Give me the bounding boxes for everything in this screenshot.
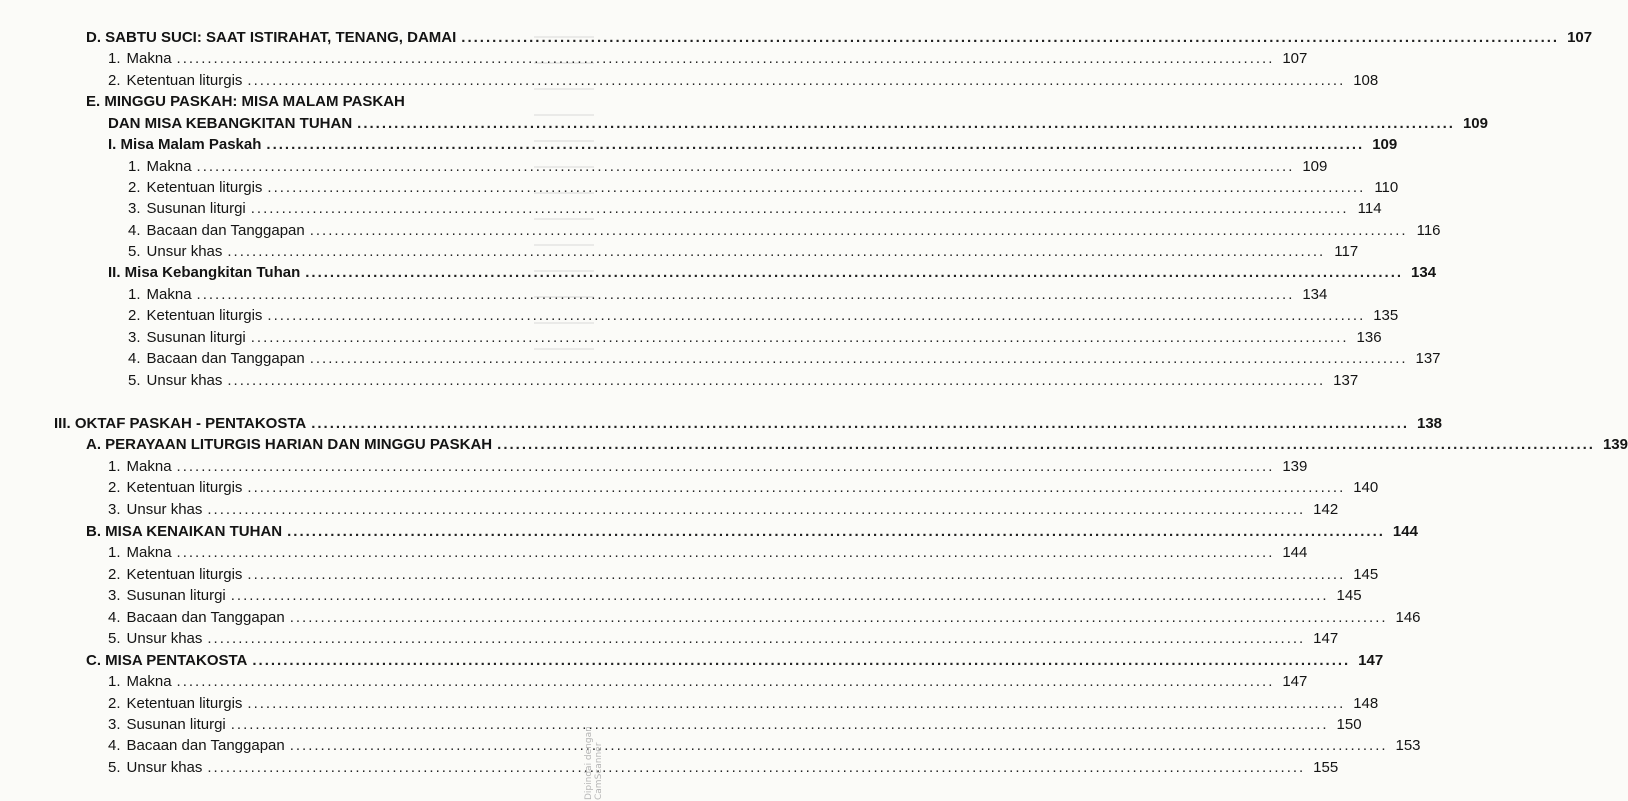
toc-entry (86, 93, 545, 115)
toc-page-number: 144 (1392, 523, 1418, 540)
toc-entry-label: Makna (126, 50, 172, 67)
toc-entry-label: Makna (146, 158, 192, 175)
toc-entry-label: Makna (126, 673, 172, 690)
toc-entry (108, 716, 1362, 738)
toc-leader-dots (227, 243, 1325, 260)
toc-leader-dots (247, 479, 1345, 496)
toc-leader-dots (231, 587, 1329, 604)
toc-entry (108, 566, 1379, 588)
toc-entry-number: 5. (108, 759, 121, 776)
toc-leader-dots (207, 501, 1305, 518)
toc-page-number: 116 (1416, 222, 1441, 239)
toc-page-number: 146 (1395, 609, 1421, 626)
toc-leader-dots (461, 29, 1559, 46)
toc-entry (128, 222, 1441, 244)
toc-entry-label: Makna (126, 458, 172, 475)
toc-entry-label: Ketentuan liturgis (126, 479, 243, 496)
toc-entry-label: Bacaan dan Tanggapan (146, 222, 305, 239)
toc-page-number: 114 (1357, 200, 1382, 217)
toc-entry (128, 350, 1441, 372)
toc-entry-label: Susunan liturgi (126, 587, 226, 604)
toc-entry (108, 264, 1437, 286)
toc-entry-number: 4. (108, 737, 121, 754)
toc-entry-number: 4. (128, 222, 141, 239)
toc-page-number: 155 (1313, 759, 1339, 776)
toc-entry-label: DAN MISA KEBANGKITAN TUHAN (108, 115, 353, 132)
toc-entry-number: 3. (108, 587, 121, 604)
toc-leader-dots (252, 652, 1350, 669)
toc-entry-number: 2. (108, 566, 121, 583)
toc-entry-number: 3. (128, 200, 141, 217)
toc-leader-dots (310, 222, 1408, 239)
toc-entry (128, 158, 1328, 180)
toc-entry-label: III. OKTAF PASKAH - PENTAKOSTA (54, 415, 307, 432)
toc-entry (108, 479, 1379, 501)
toc-leader-dots (207, 759, 1305, 776)
toc-entry (108, 587, 1362, 609)
toc-leader-dots (197, 158, 1295, 175)
toc-leader-dots (290, 609, 1388, 626)
toc-leader-dots (177, 544, 1275, 561)
toc-entry (108, 737, 1421, 759)
toc-entry-label: Unsur khas (126, 630, 203, 647)
toc-entry (108, 695, 1379, 717)
toc-entry (108, 630, 1339, 652)
toc-page-number: 136 (1356, 329, 1382, 346)
toc-entry (86, 652, 1384, 674)
toc-entry (128, 200, 1382, 222)
toc-entry-label: E. MINGGU PASKAH: MISA MALAM PASKAH (86, 93, 405, 110)
toc-entry (108, 136, 1398, 158)
toc-entry-label: Susunan liturgi (126, 716, 226, 733)
toc-page-number: 117 (1334, 243, 1359, 260)
toc-entry (128, 329, 1382, 351)
toc-entry (54, 415, 1443, 437)
toc-entry-number: 4. (128, 350, 141, 367)
toc-leader-dots (247, 566, 1345, 583)
toc-entry-number: 3. (108, 716, 121, 733)
toc-page-number: 138 (1417, 415, 1443, 432)
toc-entry (128, 307, 1399, 329)
toc-entry-label: Makna (146, 286, 192, 303)
toc-entry (128, 372, 1359, 394)
toc-leader-dots (247, 695, 1345, 712)
toc-page-number: 137 (1415, 350, 1441, 367)
toc-entry-label: Ketentuan liturgis (126, 566, 243, 583)
toc-leader-dots (177, 458, 1275, 475)
toc-leader-dots (311, 415, 1409, 432)
toc-entry-label: Makna (126, 544, 172, 561)
toc-entry-number: 1. (128, 158, 141, 175)
toc-leader-dots (267, 307, 1365, 324)
toc-entry (86, 523, 1418, 545)
toc-page-number: 150 (1336, 716, 1362, 733)
toc-entry-label: Susunan liturgi (146, 329, 246, 346)
toc-entry-label: Ketentuan liturgis (126, 72, 243, 89)
toc-entry (128, 286, 1328, 308)
toc-entry-number: 4. (108, 609, 121, 626)
toc-entry-label: C. MISA PENTAKOSTA (86, 652, 248, 669)
toc-page-number: 135 (1373, 307, 1399, 324)
toc-entry (108, 72, 1379, 94)
toc-entry-label: B. MISA KENAIKAN TUHAN (86, 523, 283, 540)
toc-entry-label: Ketentuan liturgis (146, 179, 263, 196)
toc-entry (128, 243, 1359, 265)
toc-leader-dots (357, 115, 1455, 132)
toc-entry-label: Unsur khas (126, 759, 203, 776)
toc-entry (108, 609, 1421, 631)
toc-page-number: 148 (1353, 695, 1379, 712)
scanner-watermark: Dipindai dengan CamScanner (584, 726, 604, 800)
toc-entry-label: Unsur khas (146, 372, 223, 389)
toc-entry-label: Unsur khas (126, 501, 203, 518)
toc-entry-number: 2. (128, 307, 141, 324)
toc-entry-label: II. Misa Kebangkitan Tuhan (108, 264, 301, 281)
toc-entry-label: Ketentuan liturgis (146, 307, 263, 324)
toc-leader-dots (231, 716, 1329, 733)
toc-entry (128, 179, 1399, 201)
toc-page-number: 108 (1353, 72, 1379, 89)
toc-entry-label: I. Misa Malam Paskah (108, 136, 262, 153)
toc-entry-number: 5. (108, 630, 121, 647)
toc-page-number: 142 (1313, 501, 1339, 518)
toc-page-number: 147 (1282, 673, 1308, 690)
toc-entry-number: 1. (108, 544, 121, 561)
toc-leader-dots (251, 329, 1349, 346)
toc-entry-label: Bacaan dan Tanggapan (146, 350, 305, 367)
toc-page-number: 110 (1374, 179, 1399, 196)
toc-page-number: 107 (1567, 29, 1593, 46)
toc-page-number: 109 (1462, 115, 1488, 132)
toc-leader-dots (227, 372, 1325, 389)
toc-page-number: 145 (1353, 566, 1379, 583)
toc-entry-number: 2. (108, 72, 121, 89)
toc-leader-dots (177, 50, 1275, 67)
toc-leader-dots (197, 286, 1295, 303)
toc-page-number: 109 (1302, 158, 1328, 175)
toc-entry (86, 29, 1593, 51)
toc-leader-dots (251, 200, 1349, 217)
toc-leader-dots (207, 630, 1305, 647)
toc-entry-number: 1. (128, 286, 141, 303)
toc-entry-number: 1. (108, 50, 121, 67)
toc-leader-dots (287, 523, 1385, 540)
toc-entry-label: A. PERAYAAN LITURGIS HARIAN DAN MINGGU PASKAH (86, 436, 493, 453)
toc-entry-label: D. SABTU SUCI: SAAT ISTIRAHAT, TENANG, DAMAI (86, 29, 457, 46)
toc-leader-dots (290, 737, 1388, 754)
toc-leader-dots (177, 673, 1275, 690)
toc-entry (108, 458, 1308, 480)
toc-entry-label: Bacaan dan Tanggapan (126, 737, 285, 754)
toc-page-number: 134 (1302, 286, 1328, 303)
toc-leader-dots (267, 179, 1365, 196)
toc-entry (108, 501, 1339, 523)
toc-entry (86, 436, 1628, 458)
toc-leader-dots (305, 264, 1403, 281)
toc-entry (108, 673, 1308, 695)
toc-entry (108, 759, 1339, 781)
toc-entry-label: Unsur khas (146, 243, 223, 260)
toc-page-number: 134 (1411, 264, 1437, 281)
toc-page-number: 107 (1282, 50, 1308, 67)
toc-entry-number: 2. (128, 179, 141, 196)
toc-leader-dots (247, 72, 1345, 89)
toc-entry-number: 5. (128, 243, 141, 260)
toc-page-number: 137 (1333, 372, 1359, 389)
toc-entry (108, 115, 1488, 137)
toc-leader-dots (497, 436, 1595, 453)
toc-page-number: 139 (1602, 436, 1628, 453)
toc-entry-number: 1. (108, 458, 121, 475)
toc-entry-number: 2. (108, 695, 121, 712)
toc-page-number: 109 (1372, 136, 1398, 153)
toc-entry-number: 3. (128, 329, 141, 346)
toc-page-number: 144 (1282, 544, 1308, 561)
toc-entry-label: Ketentuan liturgis (126, 695, 243, 712)
toc-leader-dots (266, 136, 1364, 153)
toc-page-number: 139 (1282, 458, 1308, 475)
toc-entry-label: Bacaan dan Tanggapan (126, 609, 285, 626)
toc-page-number: 147 (1358, 652, 1384, 669)
toc-page-number: 153 (1395, 737, 1421, 754)
toc-entry (108, 544, 1308, 566)
toc-entry-number: 3. (108, 501, 121, 518)
toc-entry-number: 5. (128, 372, 141, 389)
toc-entry-label: Susunan liturgi (146, 200, 246, 217)
toc-page-number: 140 (1353, 479, 1379, 496)
toc-entry-number: 2. (108, 479, 121, 496)
toc-entry (108, 50, 1308, 72)
toc-page-number: 145 (1336, 587, 1362, 604)
toc-leader-dots (310, 350, 1408, 367)
toc-entry-number: 1. (108, 673, 121, 690)
toc-page-number: 147 (1313, 630, 1339, 647)
